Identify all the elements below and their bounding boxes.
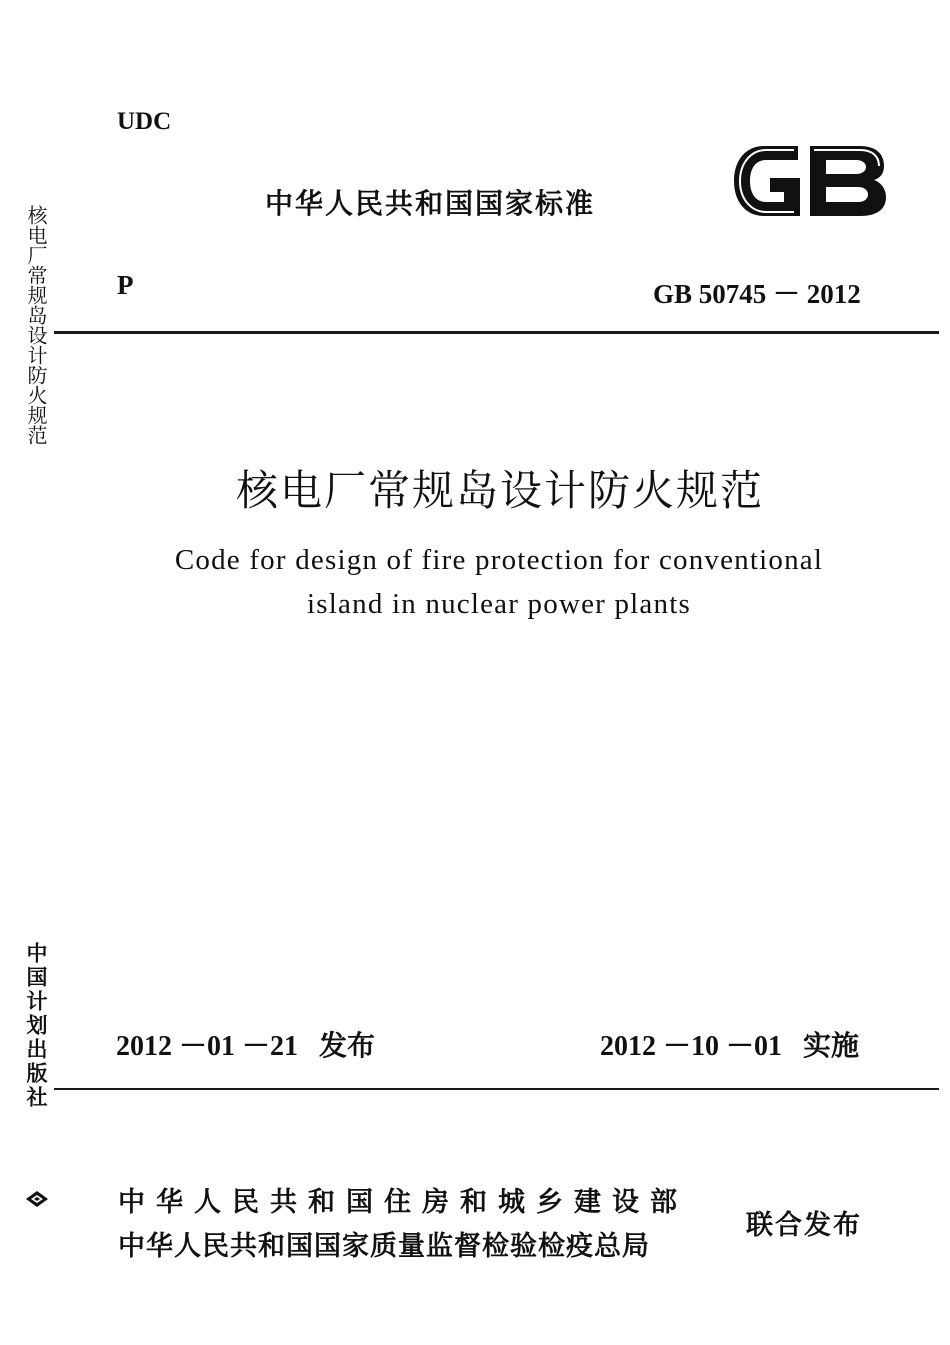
english-title-line-2: island in nuclear power plants <box>307 588 691 620</box>
category-code: P <box>117 270 134 300</box>
gb-logo-icon <box>728 140 888 222</box>
document-title-chinese: 核电厂常规岛设计防火规范 <box>235 466 764 515</box>
issuer-ministry: 中华人民共和国住房和城乡建设部 <box>118 1187 688 1218</box>
national-standard-heading: 中华人民共和国国家标准 <box>265 187 596 220</box>
udc-label: UDC <box>117 108 172 135</box>
gb-logo <box>728 140 888 222</box>
issuer-aqsiq: 中华人民共和国国家质量监督检验检疫总局 <box>118 1231 650 1262</box>
english-title-line-1: Code for design of fire protection for conventional <box>174 544 824 576</box>
spine-publisher: 中国计划出版社 <box>24 942 49 1110</box>
implementation-date: 2012 －10 －01 实施 <box>600 1031 860 1062</box>
publisher-logo <box>24 1188 50 1210</box>
standard-number: GB 50745 － 2012 <box>653 279 861 309</box>
spine-title: 核电厂常规岛设计防火规范 <box>24 205 48 445</box>
publisher-logo-icon <box>24 1188 50 1210</box>
issue-date: 2012 －01 －21 发布 <box>116 1031 376 1062</box>
joint-release-label: 联合发布 <box>746 1210 862 1241</box>
document-title-english <box>60 538 938 626</box>
top-divider <box>54 331 939 334</box>
bottom-divider <box>54 1088 939 1090</box>
